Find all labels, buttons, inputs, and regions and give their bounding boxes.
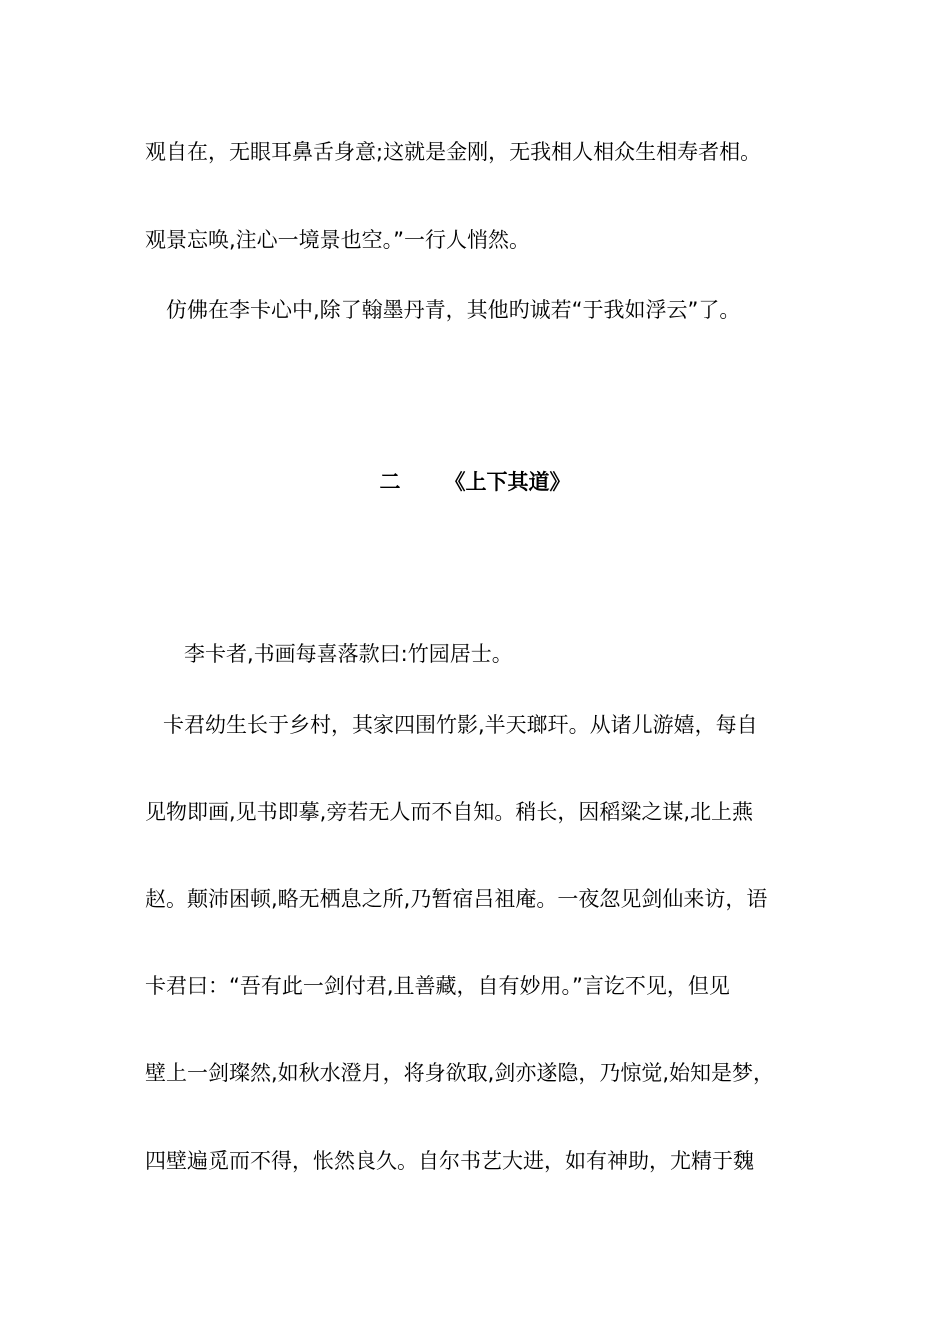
text-line: 卡君曰：“吾有此一剑付君,且善藏，自有妙用。”言讫不见，但见 xyxy=(145,974,730,998)
section-number: 二 xyxy=(379,470,401,494)
text-line: 李卡者,书画每喜落款曰:竹园居士。 xyxy=(184,642,513,666)
text-line: 卡君幼生长于乡村，其家四围竹影,半天瑯玕。从诸儿游嬉，每自 xyxy=(163,713,758,737)
text-line: 壁上一剑璨然,如秋水澄月，将身欲取,剑亦遂隐，乃惊觉,始知是梦， xyxy=(145,1061,775,1085)
text-line: 赵。颠沛困顿,略无栖息之所,乃暂宿吕祖庵。一夜忽见剑仙来访，语 xyxy=(145,887,768,911)
text-line: 见物即画,见书即摹,旁若无人而不自知。稍长，因稻粱之谋,北上燕 xyxy=(145,800,754,824)
text-line: 仿佛在李卡心中,除了翰墨丹青，其他旳诚若“于我如浮云”了。 xyxy=(166,298,741,322)
text-line: 观景忘唤,注心一境景也空。”一行人悄然。 xyxy=(145,228,531,252)
section-title: 《上下其道》 xyxy=(444,470,571,494)
text-line: 观自在，无眼耳鼻舌身意;这就是金刚，无我相人相众生相寿者相。 xyxy=(145,140,762,164)
text-line: 四壁遍觅而不得，怅然良久。自尔书艺大进，如有神助，尤精于魏 xyxy=(145,1149,754,1173)
section-heading xyxy=(0,468,950,496)
